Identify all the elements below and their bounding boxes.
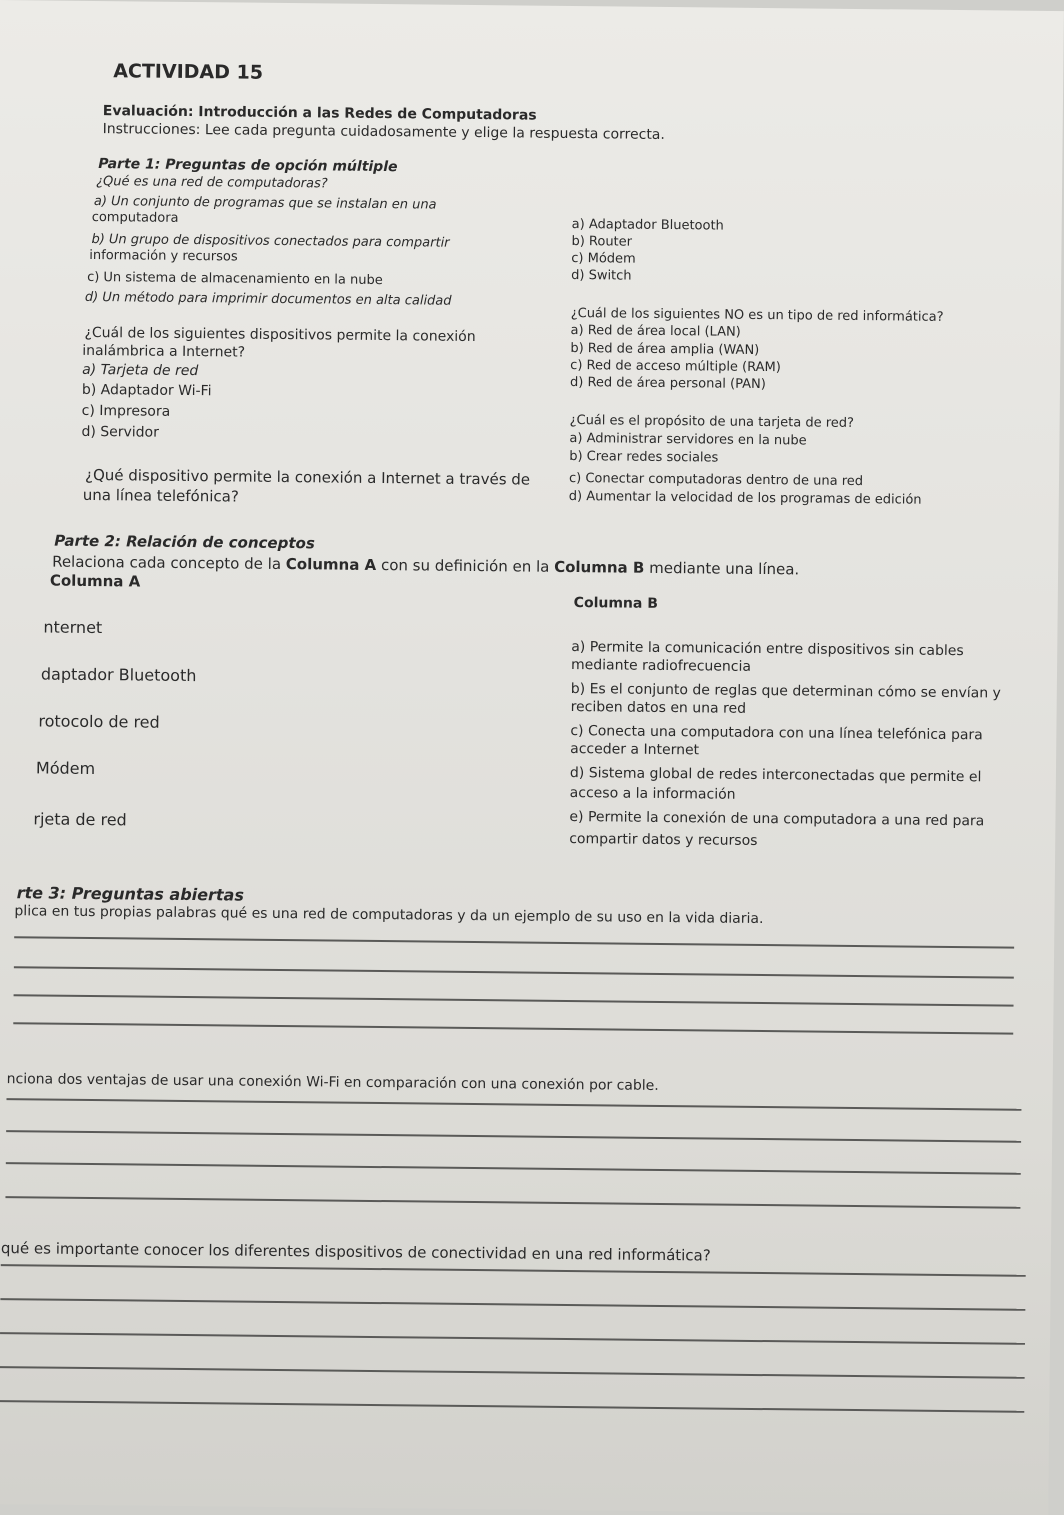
answer-line[interactable] (6, 1162, 1021, 1174)
q1-option-d: d) Un método para imprimir documentos en alta calidad (84, 289, 452, 309)
q2-option-d: d) Servidor (81, 423, 159, 441)
column-b-header: Columna B (573, 595, 659, 612)
q4-question: ¿Cuál de los siguientes NO es un tipo de red informática? (570, 305, 944, 325)
q5-option-d: d) Aumentar la velocidad de los programas de edición (568, 488, 922, 508)
definition-c-cont: acceder a Internet (570, 741, 700, 759)
definition-a: a) Permite la comunicación entre dispositivos sin cables (571, 639, 964, 660)
answer-line[interactable] (14, 936, 1014, 948)
q5-question: ¿Cuál es el propósito de una tarjeta de red? (569, 412, 855, 431)
part1-title: Parte 1: Preguntas de opción múltiple (98, 156, 398, 176)
q5-option-b: b) Crear redes sociales (569, 448, 719, 466)
answer-line[interactable] (0, 1332, 1025, 1344)
definition-b-cont: reciben datos en una red (570, 699, 747, 717)
activity-title: ACTIVIDAD 15 (113, 60, 264, 84)
q2-option-c: c) Impresora (81, 402, 171, 420)
definition-e-cont: compartir datos y recursos (569, 831, 758, 849)
q3-question: ¿Qué dispositivo permite la conexión a Internet a través de (84, 465, 531, 489)
answer-line[interactable] (5, 1196, 1020, 1208)
answer-line[interactable] (0, 1400, 1024, 1412)
instructions: Instrucciones: Lee cada pregunta cuidadosamente y elige la respuesta correcta. (102, 121, 665, 143)
concept-internet: nternet (43, 617, 103, 638)
definition-e: e) Permite la conexión de una computadora a una red para (569, 809, 985, 830)
q4-option-d: d) Red de área personal (PAN) (569, 374, 766, 393)
answer-line[interactable] (14, 994, 1014, 1006)
q5-option-c: c) Conectar computadoras dentro de una red (568, 470, 864, 490)
answer-line[interactable] (6, 1098, 1021, 1110)
definition-a-cont: mediante radiofrecuencia (570, 657, 752, 675)
open-question-2: nciona dos ventajas de usar una conexión Wi-Fi en comparación con una conexión por cable. (6, 1071, 659, 1094)
q2-question: ¿Cuál de los siguientes dispositivos permite la conexión (84, 324, 476, 345)
q1-option-c: c) Un sistema de almacenamiento en la nube (87, 269, 383, 289)
part2-title: Parte 2: Relación de conceptos (54, 531, 315, 553)
q5-option-a: a) Administrar servidores en la nube (569, 430, 807, 449)
answer-line[interactable] (1, 1264, 1026, 1276)
q1-option-b-cont: información y recursos (89, 247, 238, 265)
q4-option-b: b) Red de área amplia (WAN) (570, 340, 760, 358)
concept-modem: Módem (35, 758, 96, 779)
q3-option-c: c) Módem (571, 250, 636, 267)
answer-line[interactable] (6, 1130, 1021, 1142)
concept-bluetooth: daptador Bluetooth (40, 664, 197, 686)
concept-protocol: rotocolo de red (38, 711, 160, 732)
concept-network-card: rjeta de red (33, 809, 127, 830)
definition-d: d) Sistema global de redes interconectadas que permite el (569, 765, 982, 786)
answer-line[interactable] (0, 1366, 1025, 1378)
answer-line[interactable] (14, 966, 1014, 978)
definition-d-cont: acceso a la información (569, 785, 736, 803)
answer-line[interactable] (13, 1022, 1013, 1034)
part3-title: rte 3: Preguntas abiertas (16, 883, 245, 905)
q2-option-b: b) Adaptador Wi-Fi (81, 381, 212, 400)
q3-option-d: d) Switch (571, 267, 632, 284)
definition-b: b) Es el conjunto de reglas que determinan cómo se envían y (570, 681, 1001, 702)
q1-option-a-cont: computadora (91, 209, 179, 226)
q1-option-a: a) Un conjunto de programas que se instalan en una (93, 193, 437, 213)
open-question-3: qué es importante conocer los diferentes dispositivos de conectividad en una red informática? (0, 1239, 711, 1265)
open-question-1: plica en tus propias palabras qué es una red de computadoras y da un ejemplo de su uso en la vida diaria. (14, 903, 764, 928)
answer-line[interactable] (0, 1298, 1025, 1310)
q2-question-cont: inalámbrica a Internet? (82, 342, 246, 361)
q1-option-b: b) Un grupo de dispositivos conectados para compartir (91, 231, 450, 251)
q4-option-c: c) Red de acceso múltiple (RAM) (570, 357, 781, 376)
q4-option-a: a) Red de área local (LAN) (570, 322, 741, 340)
q1-question: ¿Qué es una red de computadoras? (96, 174, 328, 192)
part2-instruction: Relaciona cada concepto de la Columna A con su definición en la Columna B mediante una línea. (52, 552, 800, 579)
q3-question-cont: una línea telefónica? (82, 485, 239, 506)
evaluation-title: Evaluación: Introducción a las Redes de Computadoras (102, 103, 537, 124)
column-a-header: Columna A (49, 571, 141, 591)
q2-option-a: a) Tarjeta de red (82, 361, 199, 380)
q3-option-b: b) Router (571, 233, 633, 250)
definition-c: c) Conecta una computadora con una línea telefónica para (570, 723, 983, 744)
q3-option-a: a) Adaptador Bluetooth (571, 216, 724, 234)
